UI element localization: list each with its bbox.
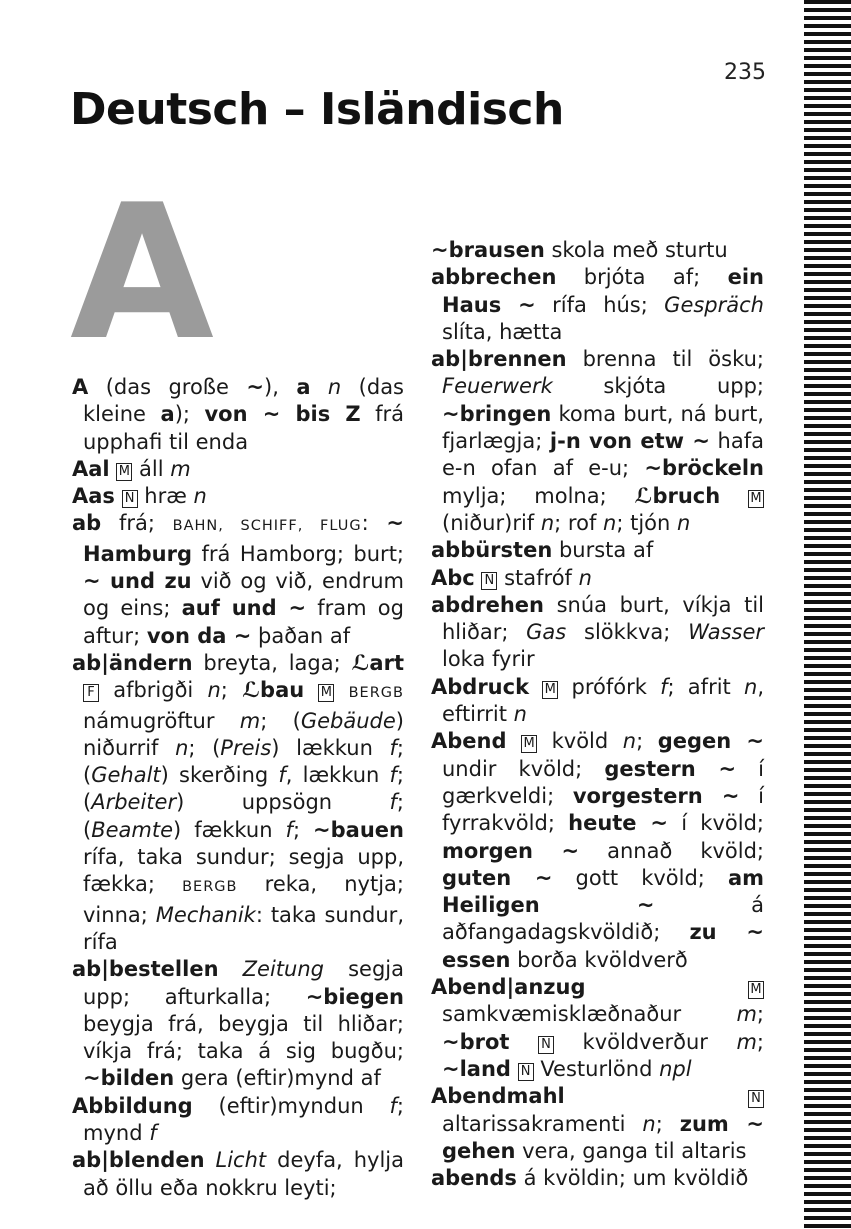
- grammar-label: f: [149, 1121, 157, 1146]
- definition-text: [304, 678, 318, 702]
- headword: Abend|anzug: [431, 975, 586, 1000]
- headword: gestern ~: [604, 756, 737, 781]
- definition-text: borða kvöldverð: [510, 947, 688, 972]
- grammar-label: m: [239, 708, 261, 733]
- definition-text: ;: [636, 729, 658, 754]
- definition-text: (das kleine: [83, 375, 404, 427]
- definition-text: í kvöld;: [668, 811, 764, 836]
- definition-text: ) uppsögn: [176, 790, 390, 815]
- grammar-label: Gas: [526, 620, 567, 645]
- definition-text: ; mynd: [83, 1093, 404, 1146]
- headword: A: [72, 375, 89, 399]
- definition-text: ; (: [83, 735, 404, 788]
- definition-text: loka fyrir: [442, 647, 535, 672]
- headword: ab|ändern: [72, 650, 193, 675]
- grammar-label: n: [744, 674, 758, 699]
- grammar-label: f: [389, 1093, 397, 1118]
- definition-text: reka, nytja; vinna;: [83, 872, 404, 927]
- definition-text: prófórk: [558, 674, 661, 699]
- definition-text: [720, 484, 748, 508]
- grammar-label: n: [193, 484, 207, 509]
- definition-text: frá upphafi til enda: [83, 402, 404, 454]
- gender-box: N: [481, 572, 497, 590]
- grammar-label: n: [207, 678, 221, 703]
- definition-text: mylja; molna;: [442, 483, 635, 508]
- dictionary-entry: [72, 1093, 404, 1148]
- grammar-label: Gebäude: [300, 708, 396, 733]
- definition-text: á kvöldin; um kvöldið: [516, 1166, 749, 1191]
- grammar-label: m: [736, 1002, 757, 1027]
- definition-text: : taka sundur, rífa: [83, 902, 404, 954]
- grammar-label: f: [285, 817, 293, 842]
- definition-text: );: [174, 402, 205, 427]
- definition-text: [110, 457, 117, 481]
- gender-box: M: [748, 981, 764, 999]
- definition-text: frá;: [101, 511, 173, 536]
- definition-text: snúa burt, víkja til hliðar;: [442, 592, 764, 645]
- headword: Aas: [72, 484, 115, 509]
- definition-text: brjóta af;: [556, 265, 728, 290]
- dictionary-entry: [72, 510, 404, 649]
- grammar-label: Arbeiter: [91, 790, 177, 815]
- headword: abbürsten: [431, 538, 553, 563]
- definition-text: ;: [220, 678, 243, 703]
- headword: ~brausen: [431, 238, 545, 262]
- grammar-label: Zeitung: [242, 957, 324, 982]
- gender-box: F: [83, 684, 99, 702]
- definition-text: ; (: [260, 708, 301, 733]
- definition-text: beygja frá, beygja til hliðar; víkja frá; taka á sig bugðu;: [83, 1011, 404, 1064]
- headword: ~bilden: [83, 1066, 175, 1091]
- definition-text: ),: [264, 375, 297, 399]
- definition-text: skjóta upp;: [552, 374, 764, 399]
- headword: Abend: [431, 729, 507, 754]
- gender-box: N: [538, 1036, 554, 1054]
- definition-text: ;: [655, 1111, 680, 1136]
- page-number: 235: [724, 60, 766, 85]
- headword: zu ~ essen: [442, 920, 764, 972]
- grammar-label: n: [175, 735, 189, 760]
- thumb-index-tab: [804, 0, 851, 1229]
- headword: Abbildung: [72, 1093, 193, 1118]
- headword: j-n von etw ~: [549, 429, 710, 454]
- headword: a: [296, 375, 311, 399]
- definition-text: frá Hamborg; burt;: [192, 541, 404, 566]
- definition-text: ) skerðing: [160, 763, 279, 788]
- grammar-label: n: [513, 702, 527, 727]
- dictionary-entry: [431, 1083, 764, 1165]
- headword: gegen ~: [657, 729, 764, 754]
- definition-text: (das große: [88, 375, 247, 399]
- dictionary-entry: [431, 974, 764, 1083]
- definition-text: breyta, laga;: [192, 650, 352, 675]
- headword: ~land: [442, 1056, 511, 1081]
- headword: a: [160, 402, 175, 427]
- dictionary-entry: [431, 565, 764, 592]
- definition-text: altarissakramenti: [442, 1111, 643, 1136]
- headword: ~bringen: [442, 401, 552, 426]
- page-title: Deutsch – Isländisch: [70, 84, 564, 135]
- definition-text: [219, 957, 243, 981]
- definition-text: segja upp; afturkalla;: [83, 957, 404, 1009]
- grammar-label: n: [327, 375, 342, 399]
- grammar-label: Mechanik: [155, 902, 256, 927]
- grammar-label: Gespräch: [664, 292, 764, 317]
- gender-box: N: [748, 1090, 764, 1108]
- headword: Aal: [72, 456, 110, 481]
- definition-text: afbrigði: [99, 678, 208, 703]
- dictionary-entry: [72, 456, 404, 483]
- grammar-label: m: [736, 1029, 757, 1054]
- dictionary-entry: [431, 728, 764, 974]
- grammar-label: Beamte: [91, 817, 174, 842]
- definition-text: [509, 1030, 538, 1054]
- gender-box: M: [521, 735, 537, 753]
- definition-text: ; tjón: [616, 510, 677, 535]
- definition-text: ; rof: [554, 510, 604, 535]
- definition-text: kvöldverður: [554, 1029, 737, 1054]
- definition-text: [310, 375, 327, 399]
- definition-text: [565, 1084, 748, 1108]
- left-column: [72, 374, 404, 1202]
- dictionary-entry: [431, 674, 764, 729]
- dictionary-entry: [72, 374, 404, 456]
- definition-text: (niður)rif: [442, 510, 541, 535]
- headword: ab: [72, 511, 102, 536]
- definition-text: samkvæmisklæðnaður: [442, 1002, 737, 1027]
- headword: heute ~: [568, 811, 669, 836]
- headword: abbrechen: [431, 265, 557, 290]
- definition-text: ;: [756, 1029, 764, 1054]
- headword: abdrehen: [431, 592, 544, 617]
- gender-box: N: [518, 1063, 534, 1081]
- definition-text: gott kvöld;: [552, 865, 728, 890]
- headword: ~ und zu: [83, 569, 192, 594]
- definition-text: rífa, taka sundur; segja upp, fækka;: [83, 845, 404, 897]
- field-label: BERGB: [182, 879, 238, 896]
- definition-text: ) niðurrif: [83, 708, 404, 760]
- grammar-label: Wasser: [688, 620, 764, 645]
- section-letter: A: [70, 164, 214, 381]
- definition-text: ; (: [188, 735, 221, 760]
- definition-text: ;: [756, 1002, 764, 1027]
- definition-text: ; (: [83, 763, 404, 815]
- definition-text: slökkva;: [566, 620, 689, 645]
- headword: morgen ~: [442, 838, 580, 863]
- headword: abends: [431, 1166, 517, 1191]
- definition-text: brenna til ösku;: [566, 347, 764, 372]
- definition-text: slíta, hætta: [442, 319, 563, 344]
- definition-text: stafróf: [497, 565, 579, 590]
- definition-text: vera, ganga til altaris: [515, 1138, 747, 1163]
- gender-box: M: [542, 681, 558, 699]
- grammar-label: n: [676, 510, 691, 535]
- definition-text: , lækkun: [285, 763, 390, 788]
- grammar-label: n: [603, 510, 617, 535]
- definition-text: fram og aftur;: [83, 596, 404, 648]
- dictionary-entry: [431, 346, 764, 537]
- headword: vorgestern ~: [572, 783, 740, 808]
- definition-text: áll: [132, 456, 171, 481]
- definition-text: [507, 729, 522, 753]
- dictionary-entry: [72, 650, 404, 956]
- definition-text: ) fækkun: [173, 817, 286, 842]
- headword: ~bauen: [313, 817, 404, 842]
- definition-text: hafa e-n ofan af e-u;: [442, 429, 764, 481]
- right-column: [431, 237, 764, 1192]
- field-label: BAHN, SCHIFF, FLUG: [172, 518, 362, 535]
- definition-text: ; afrit: [667, 674, 744, 699]
- grammar-label: n: [578, 565, 592, 590]
- definition-text: ;: [292, 817, 314, 842]
- definition-text: skola með sturtu: [544, 238, 728, 262]
- grammar-label: Preis: [220, 735, 272, 760]
- headword: Abdruck: [431, 674, 530, 699]
- grammar-label: Gehalt: [91, 763, 161, 788]
- grammar-label: Licht: [215, 1148, 267, 1173]
- definition-text: kvöld: [537, 729, 623, 754]
- definition-text: [511, 1057, 518, 1081]
- definition-text: námugröftur: [83, 708, 240, 733]
- grammar-label: Feuerwerk: [442, 374, 553, 399]
- gender-box: N: [122, 490, 138, 508]
- definition-text: [475, 566, 482, 590]
- gender-box: M: [318, 684, 334, 702]
- headword: am Heiligen ~: [442, 865, 764, 918]
- definition-text: Vesturlönd: [533, 1056, 660, 1081]
- grammar-label: f: [660, 674, 668, 699]
- grammar-label: n: [642, 1111, 656, 1136]
- headword: ℒbruch: [634, 483, 721, 508]
- headword: zum ~ gehen: [442, 1111, 764, 1163]
- headword: ~: [246, 375, 264, 399]
- definition-text: í gærkveldi;: [442, 756, 764, 808]
- dictionary-entry: [72, 1147, 404, 1202]
- headword: ~bröckeln: [644, 456, 764, 481]
- definition-text: deyfa, hylja að öllu eða nokkru leyti;: [83, 1148, 404, 1200]
- headword: von da ~: [146, 623, 252, 648]
- definition-text: á aðfangadagskvöldið;: [442, 893, 764, 945]
- definition-text: hræ: [137, 484, 194, 509]
- headword: ~biegen: [305, 984, 404, 1009]
- dictionary-entry: [431, 592, 764, 674]
- headword: ~brot: [442, 1029, 510, 1054]
- definition-text: , eftirrit: [442, 674, 764, 727]
- gender-box: M: [748, 490, 764, 508]
- headword: ℒbau: [242, 678, 305, 703]
- dictionary-entry: [431, 264, 764, 346]
- grammar-label: n: [540, 510, 555, 535]
- grammar-label: npl: [659, 1056, 692, 1081]
- definition-text: við og við, endrum og eins;: [83, 569, 404, 621]
- definition-text: í fyrrakvöld;: [442, 783, 765, 836]
- grammar-label: f: [389, 735, 397, 760]
- definition-text: [115, 484, 122, 508]
- field-label: BERGB: [348, 685, 404, 702]
- dictionary-entry: [431, 237, 764, 264]
- definition-text: þaðan af: [251, 623, 351, 648]
- definition-text: ) lækkun: [271, 735, 390, 760]
- definition-text: [529, 675, 542, 699]
- definition-text: annað kvöld;: [579, 838, 764, 863]
- dictionary-entry: [431, 1165, 764, 1192]
- definition-text: rífa hús;: [535, 292, 665, 317]
- grammar-label: f: [389, 763, 397, 788]
- dictionary-entry: [431, 537, 764, 564]
- gender-box: M: [116, 463, 132, 481]
- definition-text: bursta af: [552, 538, 654, 563]
- headword: Abendmahl: [431, 1084, 565, 1109]
- definition-text: [334, 678, 348, 702]
- grammar-label: n: [622, 729, 637, 754]
- definition-text: koma burt, ná burt, fjarlægja;: [442, 401, 764, 454]
- headword: ein Haus ~: [442, 265, 764, 317]
- definition-text: undir kvöld;: [442, 756, 605, 781]
- headword: ~ Hamburg: [83, 511, 404, 566]
- definition-text: [205, 1148, 216, 1172]
- headword: guten ~: [442, 865, 553, 890]
- headword: von ~ bis Z: [204, 402, 361, 427]
- definition-text: (eftir)myndun: [192, 1093, 390, 1118]
- headword: ab|brennen: [431, 347, 567, 372]
- definition-text: ; (: [83, 790, 404, 842]
- grammar-label: f: [389, 790, 397, 815]
- dictionary-entry: [72, 483, 404, 510]
- definition-text: gera (eftir)mynd af: [174, 1066, 381, 1091]
- definition-text: :: [361, 511, 387, 536]
- headword: ab|bestellen: [72, 957, 219, 982]
- headword: ℒart: [351, 650, 404, 675]
- headword: ab|blenden: [72, 1148, 205, 1173]
- grammar-label: m: [170, 456, 191, 481]
- headword: auf und ~: [181, 596, 307, 621]
- grammar-label: f: [278, 763, 286, 788]
- dictionary-entry: [72, 956, 404, 1092]
- definition-text: [586, 975, 748, 999]
- headword: Abc: [431, 565, 475, 590]
